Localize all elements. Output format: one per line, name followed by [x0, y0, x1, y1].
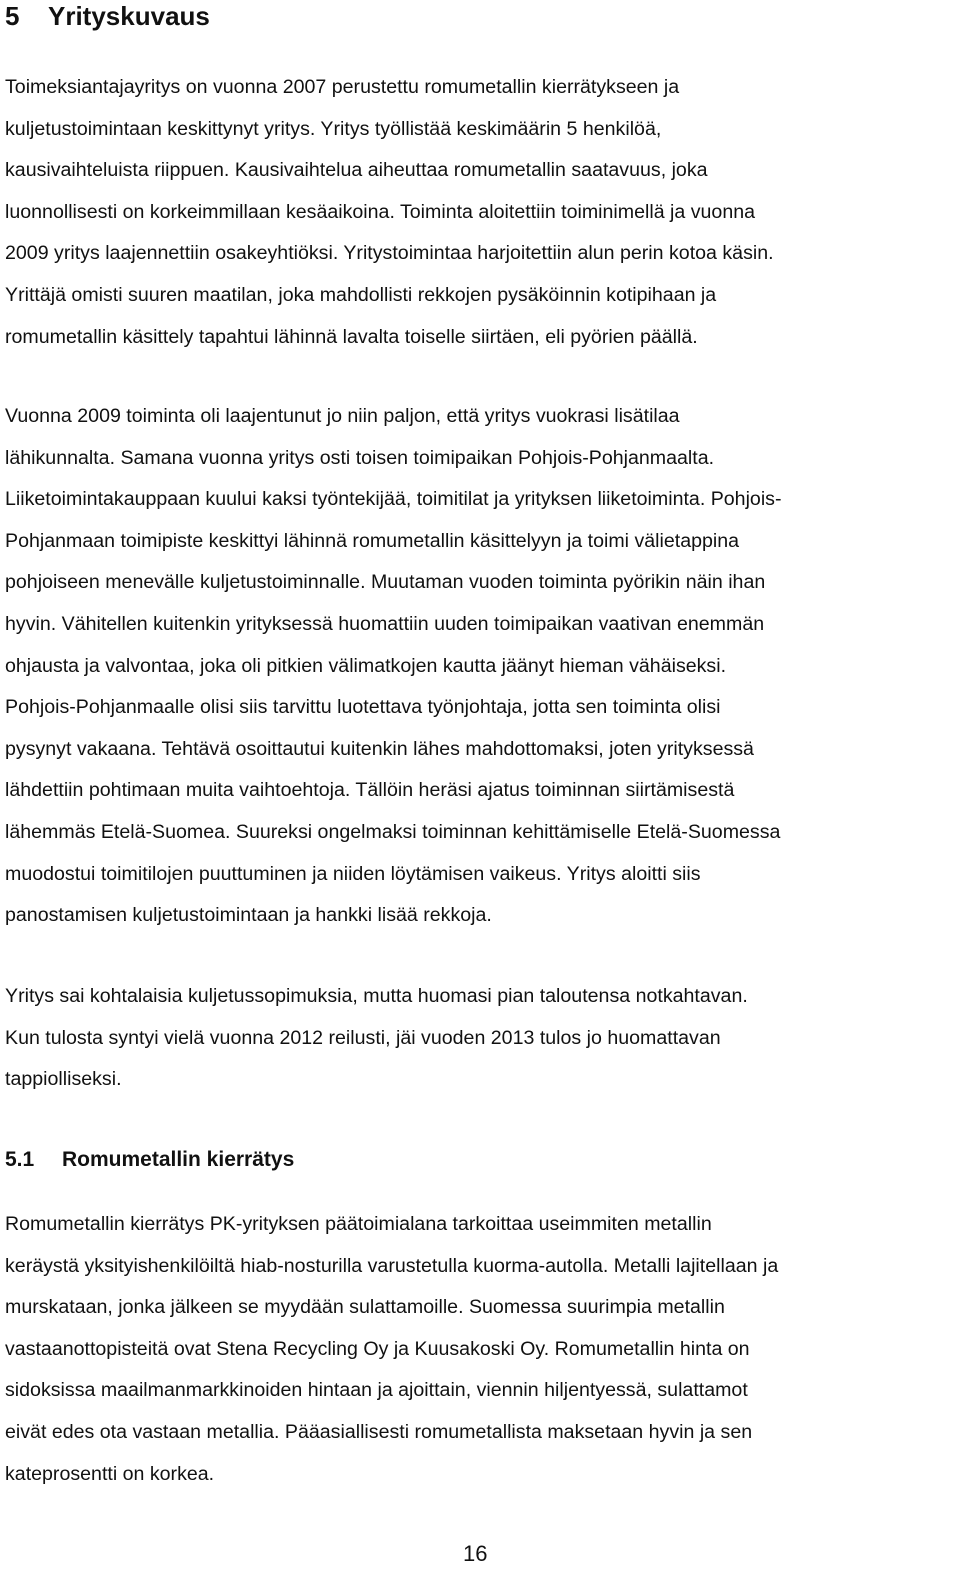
text-line: romumetallin käsittely tapahtui lähinnä lavalta toiselle siirtäen, eli pyörien päällä. — [5, 325, 698, 348]
text-line: lähdettiin pohtimaan muita vaihtoehtoja. Tällöin heräsi ajatus toiminnan siirtämisestä — [5, 779, 735, 802]
text-line: pohjoiseen menevälle kuljetustoiminnalle. Muutaman vuoden toiminta pyörikin näin ihan — [5, 571, 766, 594]
paragraph-expansion — [5, 396, 950, 937]
paragraph-scrap-metal-recycling — [5, 1204, 950, 1495]
text-line: ohjausta ja valvontaa, joka oli pitkien välimatkojen kautta jäänyt hieman vähäiseksi. — [5, 654, 727, 677]
text-line: sidoksissa maailmanmarkkinoiden hintaan ja ajoittain, viennin hiljentyessä, sulattamot — [5, 1379, 748, 1402]
text-line: Kun tulosta syntyi vielä vuonna 2012 reilusti, jäi vuoden 2013 tulos jo huomattavan — [5, 1026, 721, 1049]
text-line: kuljetustoimintaan keskittynyt yritys. Yritys työllistää keskimäärin 5 henkilöä, — [5, 117, 662, 140]
page-number: 16 — [463, 1541, 488, 1566]
text-line: keräystä yksityishenkilöiltä hiab-nosturilla varustetulla kuorma-autolla. Metalli lajitellaan ja — [5, 1254, 779, 1277]
text-line: Liiketoimintakauppaan kuului kaksi työntekijää, toimitilat ja yrityksen liiketoiminta. Pohjois- — [5, 488, 782, 511]
text-line: tappiolliseksi. — [5, 1068, 122, 1091]
text-line: Yrittäjä omisti suuren maatilan, joka mahdollisti rekkojen pysäköinnin kotipihaan ja — [5, 283, 717, 306]
text-line: Pohjanmaan toimipiste keskittyi lähinnä romumetallin käsittelyyn ja toimi välietappina — [5, 529, 740, 552]
text-line: 2009 yritys laajennettiin osakeyhtiöksi. Yritystoimintaa harjoitettiin alun perin kotoa käsin. — [5, 242, 774, 265]
text-line: Toimeksiantajayritys on vuonna 2007 perustettu romumetallin kierrätykseen ja — [5, 76, 680, 98]
text-line: kateprosentti on korkea. — [5, 1462, 215, 1485]
section-heading — [5, 0, 210, 33]
text-line: Yritys sai kohtalaisia kuljetussopimuksia, mutta huomasi pian taloutensa notkahtavan. — [5, 985, 748, 1007]
text-line: murskataan, jonka jälkeen se myydään sulattamoille. Suomessa suurimpia metallin — [5, 1296, 725, 1319]
text-line: Romumetallin kierrätys PK-yrityksen päätoimialana tarkoittaa useimmiten metallin — [5, 1213, 712, 1235]
text-line: lähikunnalta. Samana vuonna yritys osti toisen toimipaikan Pohjois-Pohjanmaalta. — [5, 446, 715, 469]
paragraph-company-background — [5, 67, 950, 358]
text-line: eivät edes ota vastaan metallia. Pääasiallisesti romumetallista maksetaan hyvin ja sen — [5, 1420, 753, 1443]
subsection-heading — [5, 1146, 294, 1174]
paragraph-financials — [5, 976, 950, 1101]
text-line: panostamisen kuljetustoimintaan ja hankki lisää rekkoja. — [5, 904, 492, 927]
text-line: Pohjois-Pohjanmaalle olisi siis tarvittu luotettava työnjohtaja, jotta sen toiminta olisi — [5, 696, 721, 719]
text-line: pysynyt vakaana. Tehtävä osoittautui kuitenkin lähes mahdottomaksi, joten yrityksessä — [5, 737, 754, 760]
section-title: Yrityskuvaus — [48, 1, 210, 31]
text-line: vastaanottopisteitä ovat Stena Recycling Oy ja Kuusakoski Oy. Romumetallin hinta on — [5, 1337, 750, 1360]
text-line: lähemmäs Etelä-Suomea. Suureksi ongelmaksi toiminnan kehittämiselle Etelä-Suomessa — [5, 820, 781, 843]
subsection-number: 5.1 — [5, 1148, 35, 1171]
text-line: muodostui toimitilojen puuttuminen ja niiden löytämisen vaikeus. Yritys aloitti siis — [5, 862, 701, 885]
subsection-title: Romumetallin kierrätys — [62, 1148, 295, 1171]
text-line: luonnollisesti on korkeimmillaan kesäaikoina. Toiminta aloitettiin toiminimellä ja vuonna — [5, 200, 756, 223]
text-line: Vuonna 2009 toiminta oli laajentunut jo niin paljon, että yritys vuokrasi lisätilaa — [5, 405, 680, 427]
section-number: 5 — [5, 1, 20, 31]
text-line: kausivaihteluista riippuen. Kausivaihtelua aiheuttaa romumetallin saatavuus, joka — [5, 159, 708, 182]
text-line: hyvin. Vähitellen kuitenkin yrityksessä huomattiin uuden toimipaikan vaativan enemmän — [5, 612, 765, 635]
